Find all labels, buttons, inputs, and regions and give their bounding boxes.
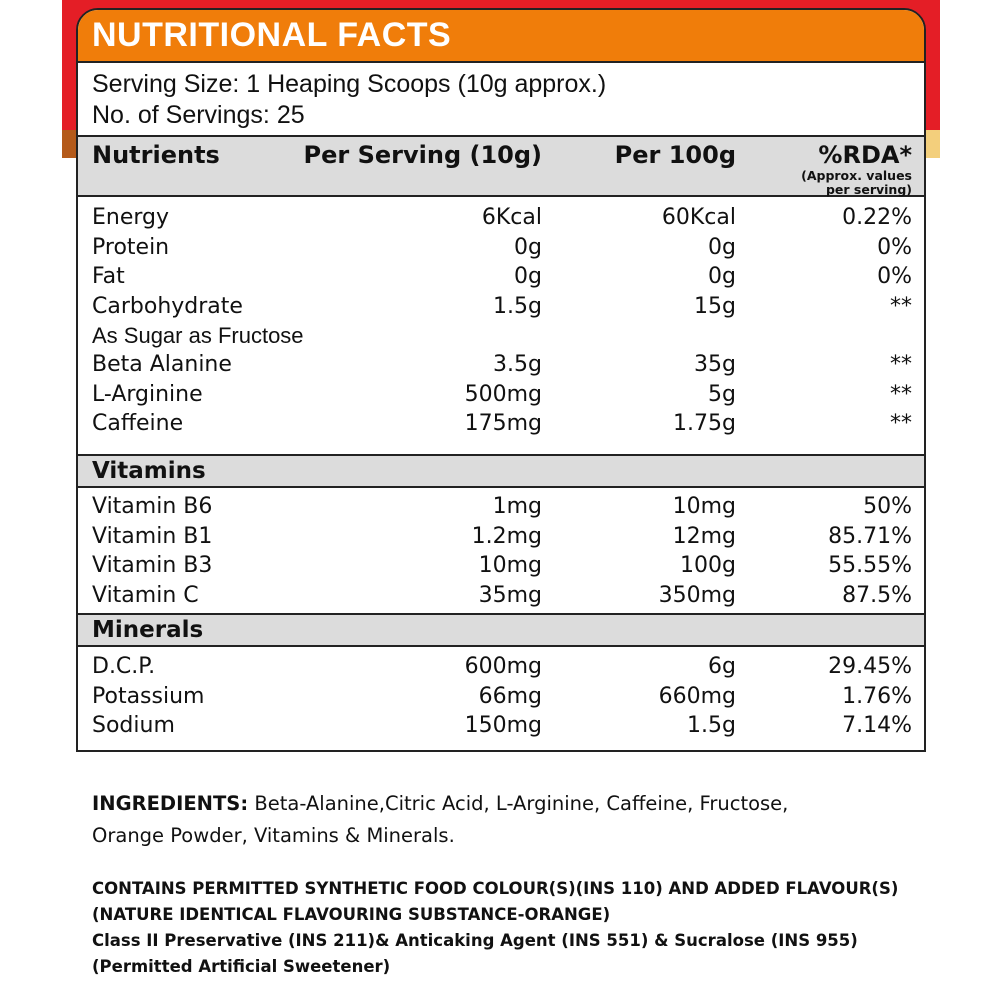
- table-row: [78, 380, 924, 410]
- per-serving-value: 500mg: [464, 381, 542, 407]
- per-100g-value: 60Kcal: [661, 205, 736, 230]
- rda-value: 1.76%: [842, 683, 912, 709]
- nutrient-name: Energy: [92, 205, 170, 230]
- notes-block: [92, 876, 972, 980]
- nutrient-name: Carbohydrate: [92, 293, 243, 319]
- rda-value: 7.14%: [842, 713, 912, 738]
- table-row: [78, 711, 924, 741]
- minerals-section-header: Minerals: [78, 613, 924, 647]
- table-row: [78, 581, 924, 611]
- vitamins-table: [78, 492, 924, 610]
- table-row: [78, 652, 924, 682]
- serving-info: [78, 63, 924, 131]
- table-row: [78, 350, 924, 380]
- per-100g-value: 0g: [708, 264, 736, 289]
- note-line: Class II Preservative (INS 211)& Anticaking Agent (INS 551) & Sucralose (INS 955): [92, 931, 858, 950]
- per-100g-value: 1.5g: [687, 713, 736, 738]
- servings-count: [92, 100, 924, 131]
- nutrient-name: Caffeine: [92, 411, 184, 436]
- minerals-table: [78, 652, 924, 741]
- per-100g-value: 0g: [708, 234, 736, 260]
- table-row: [78, 492, 924, 522]
- ingredients-block: [92, 788, 912, 852]
- per-serving-value: 66mg: [478, 683, 542, 709]
- note-line: (NATURE IDENTICAL FLAVOURING SUBSTANCE-ORANGE): [92, 905, 611, 924]
- ingredients-text-1: Beta-Alanine,Citric Acid, L-Arginine, Caffeine, Fructose,: [254, 792, 789, 815]
- table-row: [78, 409, 924, 439]
- nutrients-table: [78, 203, 924, 439]
- nutrient-name: Beta Alanine: [92, 352, 232, 377]
- column-header-row: [78, 135, 924, 197]
- nutrient-name: Vitamin B3: [92, 553, 213, 578]
- per-100g-value: 10mg: [672, 494, 736, 519]
- per-serving-value: 1mg: [492, 494, 542, 519]
- rda-value: 50%: [863, 494, 912, 519]
- per-serving-value: 1.5g: [493, 293, 542, 319]
- ingredients-line-2: Orange Powder, Vitamins & Minerals.: [92, 824, 455, 847]
- ingredients-line-1: [92, 788, 912, 820]
- per-serving-value: 3.5g: [493, 352, 542, 377]
- rda-value: 55.55%: [828, 553, 912, 578]
- per-100g-value: 350mg: [658, 582, 736, 608]
- nutrient-name: Vitamin C: [92, 582, 199, 608]
- table-row: [78, 203, 924, 233]
- rda-value: 0%: [877, 234, 912, 260]
- per-100g-value: 660mg: [658, 683, 736, 709]
- per-serving-value: 150mg: [464, 713, 542, 738]
- per-100g-value: 15g: [694, 293, 736, 319]
- table-row: [78, 321, 924, 350]
- rda-value: 29.45%: [828, 654, 912, 679]
- per-serving-value: 0g: [514, 264, 542, 289]
- table-row: [78, 522, 924, 552]
- header-rda-label: %RDA*: [818, 141, 912, 169]
- per-serving-value: 175mg: [464, 411, 542, 436]
- per-serving-value: 6Kcal: [481, 205, 542, 230]
- nutrient-name: Vitamin B1: [92, 523, 213, 549]
- per-100g-value: 1.75g: [673, 411, 736, 436]
- note-line: (Permitted Artificial Sweetener): [92, 957, 391, 976]
- per-100g-value: 100g: [680, 553, 736, 578]
- table-row: [78, 262, 924, 292]
- per-100g-value: 6g: [708, 654, 736, 679]
- table-row: [78, 233, 924, 263]
- servings-value: 25: [276, 101, 305, 129]
- serving-size: Serving Size: 1 Heaping Scoops (10g approx.): [92, 70, 607, 98]
- nutrient-name: L-Arginine: [92, 381, 203, 407]
- rda-value: 87.5%: [842, 582, 912, 608]
- header-nutrients: Nutrients: [92, 141, 220, 169]
- per-serving-value: 10mg: [478, 553, 542, 578]
- nutrient-name: D.C.P.: [92, 654, 156, 679]
- rda-value: 0.22%: [842, 205, 912, 230]
- servings-label: No. of Servings:: [92, 101, 270, 129]
- header-rda: [801, 141, 912, 197]
- per-serving-value: 600mg: [464, 654, 542, 679]
- per-100g-value: 12mg: [672, 523, 736, 549]
- nutrient-name: Protein: [92, 234, 170, 260]
- nutrition-panel: [76, 8, 926, 752]
- table-row: [78, 682, 924, 712]
- table-row: [78, 292, 924, 322]
- per-serving-value: 0g: [514, 234, 542, 260]
- nutrient-name: As Sugar as Fructose: [92, 323, 304, 348]
- per-100g-value: 35g: [694, 352, 736, 377]
- note-line: CONTAINS PERMITTED SYNTHETIC FOOD COLOUR(S)(INS 110) AND ADDED FLAVOUR(S): [92, 879, 899, 898]
- rda-value: **: [890, 381, 912, 407]
- header-per-serving: Per Serving (10g): [303, 141, 542, 169]
- per-serving-value: 35mg: [478, 582, 542, 608]
- nutrient-name: Fat: [92, 264, 125, 289]
- table-row: [78, 551, 924, 581]
- title-bar: [78, 10, 924, 63]
- nutrient-name: Vitamin B6: [92, 494, 213, 519]
- rda-value: 0%: [877, 264, 912, 289]
- per-100g-value: 5g: [708, 381, 736, 407]
- rda-value: **: [890, 352, 912, 377]
- nutrient-name: Potassium: [92, 683, 205, 709]
- per-serving-value: 1.2mg: [471, 523, 542, 549]
- header-rda-note-1: (Approx. values: [801, 168, 912, 183]
- panel-title: NUTRITIONAL FACTS: [92, 16, 452, 54]
- ingredients-label: INGREDIENTS:: [92, 792, 249, 815]
- nutrient-name: Sodium: [92, 713, 175, 738]
- rda-value: **: [890, 411, 912, 436]
- header-rda-note-2: per serving): [825, 182, 912, 197]
- rda-value: 85.71%: [828, 523, 912, 549]
- vitamins-section-header: Vitamins: [78, 454, 924, 488]
- header-per-100g: Per 100g: [614, 141, 736, 169]
- rda-value: **: [890, 293, 912, 319]
